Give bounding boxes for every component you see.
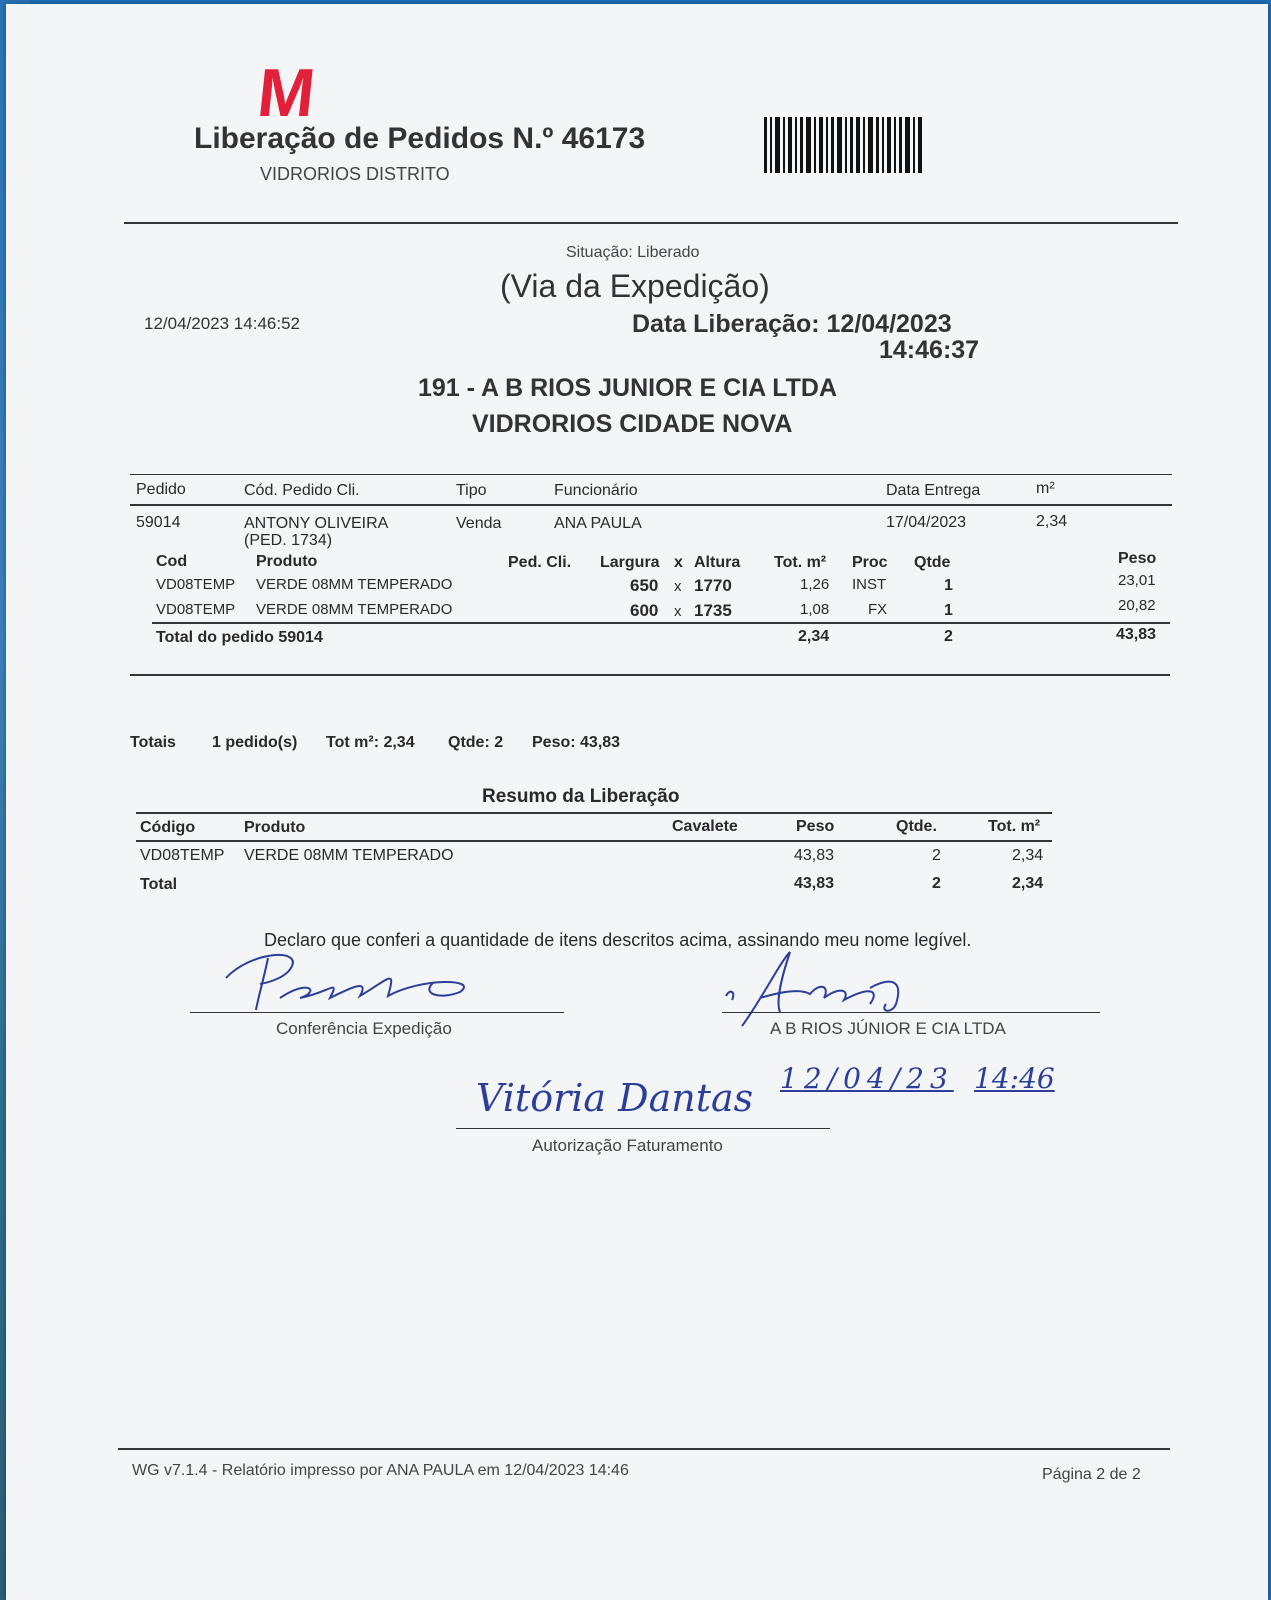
item-1-altura: 1770 bbox=[694, 576, 732, 595]
row-tipo: Venda bbox=[456, 515, 502, 532]
conferencia-signature bbox=[306, 994, 310, 995]
order-table-bottom bbox=[130, 674, 1170, 676]
cliente-label: A B RIOS JÚNIOR E CIA LTDA bbox=[770, 1019, 1006, 1038]
item-2-tot-m2: 1,08 bbox=[800, 601, 830, 618]
resumo-col-tot-m2: Tot. m² bbox=[988, 818, 1041, 835]
item-1-cod: VD08TEMP bbox=[156, 576, 236, 593]
document-title: Liberação de Pedidos N.º 46173 bbox=[194, 122, 646, 155]
company-name: VIDRORIOS DISTRITO bbox=[260, 164, 450, 184]
item-2-x: x bbox=[674, 603, 682, 620]
item-1-qtde: 1 bbox=[944, 577, 953, 594]
autorizacao-line bbox=[456, 1128, 830, 1129]
company-logo: M bbox=[254, 55, 317, 131]
cliente-line bbox=[722, 1012, 1100, 1013]
client-line-2: VIDRORIOS CIDADE NOVA bbox=[472, 410, 793, 438]
data-liberacao-time: 14:46:37 bbox=[879, 336, 980, 364]
row-funcionario: ANA PAULA bbox=[554, 515, 642, 532]
resumo-total-label: Total bbox=[140, 876, 178, 893]
order-total-qtde: 2 bbox=[944, 628, 953, 645]
order-total-m2: 2,34 bbox=[798, 628, 830, 645]
row-m2: 2,34 bbox=[1036, 513, 1068, 530]
resumo-col-qtde: Qtde. bbox=[896, 818, 937, 835]
autorizacao-label: Autorização Faturamento bbox=[532, 1136, 723, 1155]
client-line-1: 191 - A B RIOS JUNIOR E CIA LTDA bbox=[418, 374, 838, 402]
item-col-largura: Largura bbox=[600, 554, 660, 571]
item-1-largura: 650 bbox=[630, 576, 659, 595]
header-divider bbox=[124, 222, 1178, 224]
resumo-col-produto: Produto bbox=[244, 819, 306, 836]
item-2-proc: FX bbox=[868, 601, 888, 618]
item-2-produto: VERDE 08MM TEMPERADO bbox=[256, 601, 453, 618]
cliente-signature bbox=[806, 994, 810, 995]
conferencia-label: Conferência Expedição bbox=[276, 1019, 452, 1038]
resumo-row-peso: 43,83 bbox=[794, 847, 835, 864]
footer-page-number: Página 2 de 2 bbox=[1042, 1466, 1141, 1483]
row-pedido: 59014 bbox=[136, 514, 181, 531]
item-2-qtde: 1 bbox=[944, 602, 953, 619]
item-2-cod: VD08TEMP bbox=[156, 601, 236, 618]
row-cod-pedido-cli-2: (PED. 1734) bbox=[244, 532, 333, 549]
col-pedido: Pedido bbox=[136, 481, 186, 498]
item-col-proc: Proc bbox=[852, 554, 888, 571]
col-cod-pedido-cli: Cód. Pedido Cli. bbox=[244, 482, 360, 499]
totais-qtde: Qtde: 2 bbox=[448, 734, 504, 751]
order-total-label: Total do pedido 59014 bbox=[156, 629, 323, 646]
item-col-qtde: Qtde bbox=[914, 554, 951, 571]
footer-divider bbox=[118, 1448, 1170, 1450]
resumo-row-codigo: VD08TEMP bbox=[140, 847, 225, 864]
item-col-ped-cli: Ped. Cli. bbox=[508, 554, 572, 571]
resumo-total-peso: 43,83 bbox=[794, 875, 835, 892]
item-2-peso: 20,82 bbox=[1118, 597, 1156, 614]
item-2-altura: 1735 bbox=[694, 601, 732, 620]
item-1-x: x bbox=[674, 578, 682, 595]
totais-m2: Tot m²: 2,34 bbox=[326, 734, 415, 751]
resumo-row-tot-m2: 2,34 bbox=[1012, 847, 1044, 864]
order-total-peso: 43,83 bbox=[1116, 626, 1157, 643]
footer-printed-by: WG v7.1.4 - Relatório impresso por ANA PAULA em 12/04/2023 14:46 bbox=[132, 1462, 629, 1479]
resumo-title: Resumo da Liberação bbox=[482, 786, 680, 807]
resumo-col-cavalete: Cavalete bbox=[672, 818, 738, 835]
handwritten-time: 14:46 bbox=[974, 1062, 1055, 1095]
item-col-peso: Peso bbox=[1118, 550, 1157, 567]
resumo-col-codigo: Código bbox=[140, 819, 196, 836]
barcode bbox=[764, 117, 952, 173]
col-m2: m² bbox=[1036, 480, 1055, 497]
autorizacao-signature: Vitória Dantas bbox=[476, 1076, 754, 1120]
resumo-total-tot-m2: 2,34 bbox=[1012, 875, 1044, 892]
item-total-divider bbox=[152, 622, 1170, 624]
col-tipo: Tipo bbox=[456, 482, 487, 499]
handwritten-date: 12/04/23 bbox=[780, 1062, 954, 1095]
resumo-header-divider bbox=[136, 840, 1052, 842]
data-liberacao: Data Liberação: 12/04/2023 bbox=[632, 310, 952, 338]
conferencia-signature-stroke bbox=[220, 948, 490, 1018]
item-col-produto: Produto bbox=[256, 553, 318, 570]
document-page bbox=[6, 4, 1268, 1600]
totais-peso: Peso: 43,83 bbox=[532, 734, 621, 751]
resumo-row-qtde: 2 bbox=[932, 847, 941, 864]
item-col-altura: Altura bbox=[694, 554, 741, 571]
resumo-top bbox=[136, 812, 1052, 814]
order-table-top bbox=[130, 474, 1172, 475]
totais-label: Totais bbox=[130, 734, 176, 751]
item-1-proc: INST bbox=[852, 576, 887, 593]
col-funcionario: Funcionário bbox=[554, 482, 638, 499]
row-data-entrega: 17/04/2023 bbox=[886, 514, 967, 531]
item-2-largura: 600 bbox=[630, 601, 659, 620]
item-col-tot-m2: Tot. m² bbox=[774, 554, 827, 571]
item-1-tot-m2: 1,26 bbox=[800, 576, 830, 593]
resumo-row-produto: VERDE 08MM TEMPERADO bbox=[244, 847, 454, 864]
order-header-divider bbox=[130, 504, 1172, 506]
row-cod-pedido-cli: ANTONY OLIVEIRA bbox=[244, 515, 389, 532]
resumo-col-peso: Peso bbox=[796, 818, 835, 835]
via-expedicao: (Via da Expedição) bbox=[500, 268, 770, 304]
resumo-total-qtde: 2 bbox=[932, 875, 941, 892]
totais-pedidos: 1 pedido(s) bbox=[212, 734, 298, 751]
printed-timestamp: 12/04/2023 14:46:52 bbox=[144, 314, 300, 333]
col-data-entrega: Data Entrega bbox=[886, 482, 981, 499]
conferencia-line bbox=[190, 1012, 564, 1013]
item-1-peso: 23,01 bbox=[1118, 572, 1156, 589]
item-1-produto: VERDE 08MM TEMPERADO bbox=[256, 576, 453, 593]
item-col-cod: Cod bbox=[156, 553, 188, 570]
item-col-x: x bbox=[674, 554, 683, 571]
situacao: Situação: Liberado bbox=[566, 244, 700, 261]
declaration-text: Declaro que conferi a quantidade de itens descritos acima, assinando meu nome legível. bbox=[264, 930, 972, 950]
